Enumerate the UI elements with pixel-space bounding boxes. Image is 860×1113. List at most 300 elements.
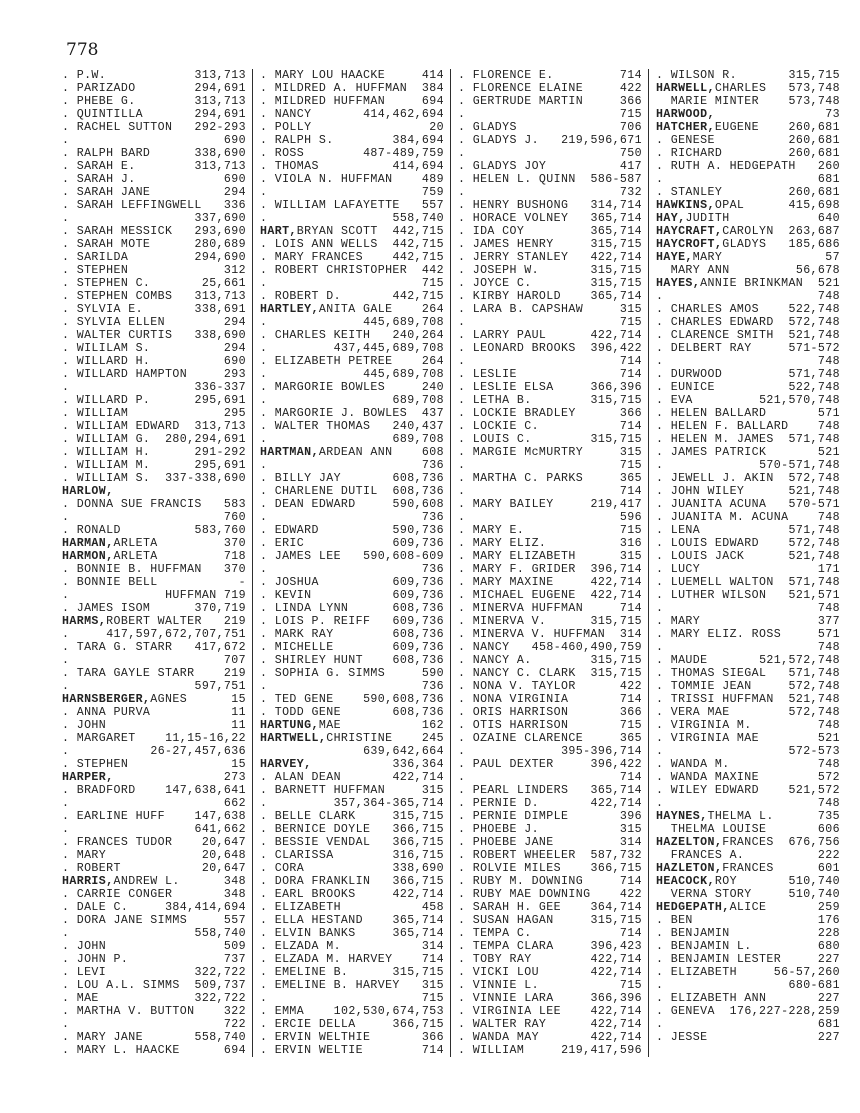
entry-pages: 315,715 (590, 654, 642, 667)
entry-label: . GENESE (656, 134, 715, 147)
entry-label: . DORA FRANKLIN (260, 875, 371, 888)
entry-label (62, 550, 158, 563)
entry-pages: 681 (817, 173, 840, 186)
entry-pages: 748 (817, 797, 840, 810)
index-row (62, 966, 246, 979)
entry-pages: 315,715 (392, 810, 444, 823)
entry-label: . (62, 212, 70, 225)
entry-label: . ORIS HARRISON (458, 706, 569, 719)
index-row (458, 342, 642, 355)
index-row (62, 277, 246, 290)
entry-pages: 714 (619, 485, 642, 498)
entry-label: . HELEN L. QUINN (458, 173, 576, 186)
entry-pages: 608,736 (392, 706, 444, 719)
entry-label: . (62, 654, 70, 667)
index-row (260, 199, 444, 212)
entry-label: . WANDA MAY (458, 1031, 539, 1044)
index-row (62, 329, 246, 342)
entry-pages: 366 (619, 706, 642, 719)
entry-pages: 681 (817, 1018, 840, 1031)
entry-given-name: EUGENE (714, 121, 760, 134)
entry-pages: 608,736 (392, 485, 444, 498)
entry-label: . ELIZABETH ANN (656, 992, 767, 1005)
index-row (260, 537, 444, 550)
entry-label (656, 199, 744, 212)
index-row (656, 147, 840, 160)
entry-label: . DELBERT RAY (656, 342, 752, 355)
entry-given-name: ALICE (729, 901, 767, 914)
index-row (62, 433, 246, 446)
entry-label: . STANLEY (656, 186, 723, 199)
entry-given-name: ANITA GALE (318, 303, 393, 316)
entry-label: . FRANCES TUDOR (62, 836, 173, 849)
index-row (260, 745, 444, 758)
index-row (62, 784, 246, 797)
index-row (656, 251, 840, 264)
entry-pages: 586-587 (590, 173, 642, 186)
entry-pages: 315,715 (590, 238, 642, 251)
entry-pages: 715 (619, 524, 642, 537)
entry-pages: 264 (421, 355, 444, 368)
index-row (260, 316, 444, 329)
entry-label: . (62, 823, 70, 836)
entry-pages: 715 (619, 316, 642, 329)
entry-pages: 601 (817, 862, 840, 875)
entry-pages: 294,691 (194, 108, 246, 121)
index-row (458, 407, 642, 420)
index-row (62, 589, 246, 602)
entry-pages: 336 (223, 199, 246, 212)
entry-label: . (656, 641, 664, 654)
index-row (458, 355, 642, 368)
index-row (656, 966, 840, 979)
entry-label: . STEPHEN (62, 264, 129, 277)
entry-pages: 314 (421, 940, 444, 953)
index-row (458, 95, 642, 108)
entry-label: . CHARLES AMOS (656, 303, 760, 316)
entry-label: . EMELINE B. (260, 966, 349, 979)
entry-label: . (260, 212, 268, 225)
index-column-3 (458, 69, 649, 1057)
index-row (458, 537, 642, 550)
index-row (62, 615, 246, 628)
entry-label: . (656, 173, 664, 186)
entry-pages: 240 (421, 381, 444, 394)
entry-label: . ANNA PURVA (62, 706, 151, 719)
entry-label: . (260, 433, 268, 446)
entry-label: . (62, 134, 70, 147)
entry-label (656, 251, 722, 264)
index-row (260, 303, 444, 316)
entry-label: . MARY FRANCES (260, 251, 364, 264)
index-row (260, 732, 444, 745)
entry-label: . NANCY C. CLARK (458, 667, 576, 680)
index-row (260, 771, 444, 784)
entry-label: . ERCIE DELLA (260, 1018, 356, 1031)
index-row (260, 719, 444, 732)
entry-pages: 366 (619, 95, 642, 108)
entry-given-name: ARDEAN ANN (318, 446, 393, 459)
index-row (62, 420, 246, 433)
entry-pages: 715 (421, 992, 444, 1005)
entry-label: . VIOLA N. HUFFMAN (260, 173, 393, 186)
index-row (260, 823, 444, 836)
index-row (458, 550, 642, 563)
index-row (656, 706, 840, 719)
entry-label: . NANCY A. (458, 654, 532, 667)
index-row (656, 173, 840, 186)
entry-label: . JOSEPH W. (458, 264, 539, 277)
index-row (62, 641, 246, 654)
entry-pages: 521,748 (788, 693, 840, 706)
entry-label (260, 745, 275, 758)
index-row (656, 82, 840, 95)
index-row (260, 186, 444, 199)
entry-label (62, 485, 114, 498)
entry-surname: HAWKINS, (656, 199, 715, 212)
entry-pages: 417 (619, 160, 642, 173)
entry-label: . BESSIE VENDAL (260, 836, 371, 849)
entry-pages: 715 (619, 979, 642, 992)
entry-label: . FLORENCE E. (458, 69, 554, 82)
entry-label: . LEVI (62, 966, 107, 979)
entry-pages: 315,715 (590, 433, 642, 446)
entry-label: . MARTHA V. BUTTON (62, 1005, 195, 1018)
entry-pages: 521,748 (788, 550, 840, 563)
entry-surname: HARLOW, (62, 485, 114, 498)
index-row (458, 992, 642, 1005)
entry-surname: HAY, (656, 212, 686, 225)
entry-given-name: ARLETA (113, 550, 158, 563)
entry-pages: 573,748 (788, 82, 840, 95)
index-row (458, 667, 642, 680)
entry-label: . (656, 745, 664, 758)
index-row (458, 264, 642, 277)
entry-pages: 422,714 (590, 251, 642, 264)
entry-pages: 714 (619, 927, 642, 940)
entry-pages: 609,736 (392, 641, 444, 654)
entry-pages: 365,714 (590, 290, 642, 303)
index-row (260, 420, 444, 433)
index-row (62, 342, 246, 355)
entry-label: . BILLY JAY (260, 472, 341, 485)
entry-pages: 437,445,689,708 (333, 342, 444, 355)
entry-pages: 422,714 (590, 576, 642, 589)
entry-given-name: MAE (318, 719, 341, 732)
index-columns (62, 69, 840, 1057)
index-row (656, 290, 840, 303)
entry-pages: 690 (223, 173, 246, 186)
entry-label: . ELVIN BANKS (260, 927, 356, 940)
entry-pages: 396,422 (590, 342, 642, 355)
entry-pages: 422,714 (590, 1031, 642, 1044)
entry-pages: 718 (223, 550, 246, 563)
entry-label: . (260, 368, 268, 381)
entry-label: . PAUL DEXTER (458, 758, 554, 771)
index-row (62, 147, 246, 160)
index-row (656, 1018, 840, 1031)
index-row (458, 368, 642, 381)
index-row (260, 667, 444, 680)
index-row (62, 1031, 246, 1044)
entry-label: . BENJAMIN (656, 927, 730, 940)
entry-given-name: CHARLES (714, 82, 767, 95)
entry-label: . TEMPA C. (458, 927, 532, 940)
index-row (458, 511, 642, 524)
entry-pages: 609,736 (392, 537, 444, 550)
index-row (656, 186, 840, 199)
index-row (62, 862, 246, 875)
entry-label: . NONA V. TAYLOR (458, 680, 576, 693)
entry-label: . SARAH JANE (62, 186, 151, 199)
entry-pages: 442,715 (392, 251, 444, 264)
entry-label: . (260, 342, 268, 355)
index-row (260, 1005, 444, 1018)
index-row (260, 914, 444, 927)
entry-pages: 521 (817, 732, 840, 745)
entry-pages: 365,714 (590, 212, 642, 225)
index-row (458, 914, 642, 927)
entry-label: . ELIZABETH PETREE (260, 355, 393, 368)
entry-pages: 590 (421, 667, 444, 680)
entry-label: . JUANITA M. ACUNA (656, 511, 789, 524)
entry-label: . BENJAMIN LESTER (656, 953, 782, 966)
entry-pages: 414,694 (392, 160, 444, 173)
index-row (458, 576, 642, 589)
index-row (260, 641, 444, 654)
index-row (656, 979, 840, 992)
entry-label: . WILLIAM LAFAYETTE (260, 199, 400, 212)
entry-pages: 260 (817, 160, 840, 173)
entry-pages: 689,708 (392, 433, 444, 446)
index-row (656, 316, 840, 329)
entry-pages: 370 (223, 563, 246, 576)
index-row (62, 576, 246, 589)
entry-pages: 736 (421, 459, 444, 472)
entry-pages: 489 (421, 173, 444, 186)
index-row (62, 368, 246, 381)
entry-label: . LESLIE ELSA (458, 381, 554, 394)
entry-label: . ELIZABETH (260, 901, 341, 914)
entry-label: . EDWARD (260, 524, 319, 537)
index-row (656, 342, 840, 355)
entry-pages: 348 (223, 875, 246, 888)
entry-pages: 348 (223, 888, 246, 901)
entry-label: . PERNIE DIMPLE (458, 810, 569, 823)
entry-pages: 521,748 (788, 329, 840, 342)
index-row (260, 589, 444, 602)
index-row (458, 420, 642, 433)
entry-label (656, 836, 774, 849)
index-row (656, 615, 840, 628)
entry-pages: 314,714 (590, 199, 642, 212)
index-row (62, 511, 246, 524)
entry-label: . (62, 381, 70, 394)
entry-label: . SARAH MOTE (62, 238, 151, 251)
entry-pages: 748 (817, 420, 840, 433)
entry-label (656, 875, 737, 888)
entry-label: . OZAINE CLARENCE (458, 732, 584, 745)
entry-pages: 370,719 (194, 602, 246, 615)
entry-pages: 240,437 (392, 420, 444, 433)
entry-pages: 640 (817, 212, 840, 225)
entry-label: . WILLIAM G. (62, 433, 151, 446)
entry-label: . WALTER THOMAS (260, 420, 371, 433)
index-row (656, 667, 840, 680)
entry-label: . BERNICE DOYLE (260, 823, 371, 836)
index-row (62, 563, 246, 576)
entry-pages: 736 (421, 511, 444, 524)
entry-pages: 521,572 (788, 784, 840, 797)
index-row (62, 654, 246, 667)
index-row (260, 498, 444, 511)
entry-pages: 590,608 (392, 498, 444, 511)
entry-pages: 590,736 (392, 524, 444, 537)
entry-pages: 260,681 (788, 186, 840, 199)
index-row (62, 914, 246, 927)
entry-pages: 722 (223, 1018, 246, 1031)
index-row (260, 472, 444, 485)
entry-label: . MINERVA V. (458, 615, 547, 628)
entry-pages: 415,698 (788, 199, 840, 212)
index-row (656, 212, 840, 225)
entry-pages: 571,748 (788, 667, 840, 680)
entry-pages: 370 (223, 537, 246, 550)
entry-pages: 572,748 (788, 316, 840, 329)
entry-pages: 315 (619, 823, 642, 836)
entry-pages: 748 (817, 758, 840, 771)
index-row (656, 901, 840, 914)
entry-given-name: OPAL (714, 199, 745, 212)
entry-pages: 336-337 (194, 381, 246, 394)
entry-label: . ROBERT CHRISTOPHER (260, 264, 408, 277)
entry-pages: 293 (223, 368, 246, 381)
entry-pages: 315 (421, 979, 444, 992)
entry-label: . LINDA LYNN (260, 602, 349, 615)
index-row (62, 303, 246, 316)
entry-pages: 366,396 (590, 381, 642, 394)
entry-pages: 558,740 (194, 1031, 246, 1044)
index-row (458, 199, 642, 212)
index-row (260, 225, 444, 238)
entry-label: . WILEY EDWARD (656, 784, 760, 797)
entry-pages: 521,571 (788, 589, 840, 602)
index-row (656, 771, 840, 784)
entry-label: . POLLY (260, 121, 312, 134)
entry-label (656, 82, 766, 95)
index-row (656, 758, 840, 771)
index-row (62, 992, 246, 1005)
index-row (656, 823, 840, 836)
entry-given-name: CAROLYN (722, 225, 774, 238)
index-row (260, 1044, 444, 1057)
entry-pages: 608,736 (392, 628, 444, 641)
index-row (458, 433, 642, 446)
index-row (656, 69, 840, 82)
entry-label: . LOUIS EDWARD (656, 537, 760, 550)
entry-label: . RUTH A. HEDGEPATH (656, 160, 796, 173)
entry-label: . MARGORIE J. BOWLES (260, 407, 408, 420)
entry-label: . RUBY MAE DOWNING (458, 888, 591, 901)
index-row (458, 823, 642, 836)
index-row (62, 524, 246, 537)
index-row (260, 368, 444, 381)
entry-surname: HARWELL, (656, 82, 715, 95)
entry-pages: 676,756 (788, 836, 840, 849)
entry-pages: 162 (421, 719, 444, 732)
index-row (260, 615, 444, 628)
index-row (458, 745, 642, 758)
entry-pages: 732 (619, 186, 642, 199)
entry-label: . JAMES HENRY (458, 238, 554, 251)
entry-pages: 366 (421, 1031, 444, 1044)
entry-pages: 689,708 (392, 394, 444, 407)
entry-label: . MICHAEL EUGENE (458, 589, 576, 602)
index-row (458, 1031, 642, 1044)
entry-pages: 422,714 (392, 771, 444, 784)
entry-pages: 20,647 (201, 836, 246, 849)
entry-pages: 417,597,672,707,751 (106, 628, 246, 641)
index-row (62, 1005, 246, 1018)
entry-surname: HARTUNG, (260, 719, 319, 732)
entry-pages: 396,714 (590, 563, 642, 576)
index-row (260, 69, 444, 82)
entry-label: . BONNIE BELL (62, 576, 158, 589)
index-row (458, 901, 642, 914)
entry-label: . RALPH BARD (62, 147, 151, 160)
index-row (62, 693, 246, 706)
index-row (260, 238, 444, 251)
entry-label: . LOIS ANN WELLS (260, 238, 378, 251)
index-row (458, 927, 642, 940)
entry-label: . ELZADA M. HARVEY (260, 953, 393, 966)
entry-pages: 314 (619, 628, 642, 641)
index-row (458, 459, 642, 472)
entry-pages: 570-571,748 (759, 459, 840, 472)
entry-pages: 25,661 (201, 277, 246, 290)
index-row (62, 706, 246, 719)
index-row (260, 628, 444, 641)
entry-label: . SARILDA (62, 251, 129, 264)
entry-label: . MARY ELIZ. ROSS (656, 628, 782, 641)
index-row (62, 225, 246, 238)
index-row (62, 901, 246, 914)
index-row (260, 264, 444, 277)
entry-label: . (260, 992, 268, 1005)
entry-label: . WILLIAM S. (62, 472, 151, 485)
entry-pages: 445,689,708 (363, 316, 444, 329)
entry-label: . (260, 680, 268, 693)
entry-pages: 714 (619, 693, 642, 706)
entry-label: . MICHELLE (260, 641, 334, 654)
index-row (260, 290, 444, 303)
entry-pages: 366,715 (590, 862, 642, 875)
entry-label: . WILLIAM (458, 1044, 525, 1057)
index-row (656, 914, 840, 927)
index-row (62, 940, 246, 953)
entry-pages: 357,364-365,714 (333, 797, 444, 810)
index-row (458, 979, 642, 992)
entry-label: . (260, 186, 268, 199)
entry-pages: 572-573 (788, 745, 840, 758)
index-row (62, 836, 246, 849)
entry-given-name: BRYAN SCOTT (296, 225, 378, 238)
index-row (458, 212, 642, 225)
entry-label: . HELEN M. JAMES (656, 433, 774, 446)
entry-pages: 422 (619, 82, 642, 95)
index-row (656, 953, 840, 966)
entry-pages: 596 (619, 511, 642, 524)
